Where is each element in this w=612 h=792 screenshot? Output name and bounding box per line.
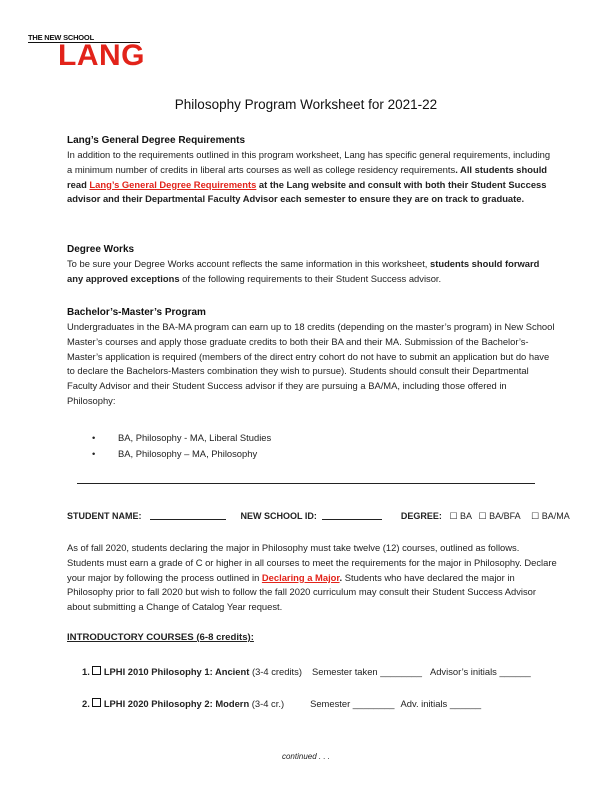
- new-school-id-field[interactable]: [322, 511, 382, 520]
- student-name-label: STUDENT NAME:: [67, 511, 142, 521]
- new-school-id-label: NEW SCHOOL ID:: [240, 511, 317, 521]
- general-requirements-section: [67, 133, 557, 207]
- course-number: 1.: [82, 666, 90, 677]
- general-requirements-link[interactable]: Lang’s General Degree Requirements: [89, 178, 257, 190]
- general-text: [67, 148, 557, 207]
- degree-ba-checkbox[interactable]: ☐ BA: [449, 511, 473, 521]
- course-credits: (3-4 cr.): [249, 698, 285, 709]
- divider: [77, 483, 535, 484]
- degree-works-p2: of the following requirements to their Student Success advisor.: [179, 272, 442, 284]
- course-advisor-initials: Advisor’s initials ______: [429, 666, 531, 677]
- major-link-end: .: [339, 571, 343, 583]
- bama-section: [67, 305, 557, 409]
- student-name-field[interactable]: [150, 511, 226, 520]
- major-text: [67, 541, 557, 615]
- degree-works-bold: students should forward any approved exceptions: [67, 258, 540, 284]
- continued-note: continued . . .: [281, 752, 331, 761]
- degree-label: DEGREE:: [400, 511, 442, 521]
- general-p1-end: .: [455, 163, 458, 175]
- degree-ba-bfa-checkbox[interactable]: ☐ BA/BFA: [478, 511, 521, 521]
- major-p2: Students who have declared the major in Philosophy prior to fall 2020 but wish to follow the fall 2020 curriculum may consult their Student Success Advisor about submitting a Change of Catalog Year request.: [67, 571, 536, 613]
- course-advisor-initials: Adv. initials ______: [400, 698, 482, 709]
- degree-works-section: [67, 242, 557, 287]
- bama-text: Undergraduates in the BA-MA program can earn up to 18 credits (depending on the master’s program) in New School Master’s courses and apply those graduate credits to both their BA and their MA. Submission of the Bachelor’s-Master’s application is required (members of the direct entry cohort do not have to submit an application but do have to declare the Bachelors-Masters combination they wish to pursue). Students should consult their Departmental Faculty Advisor and their Student Success advisor if they are pursuing a BA/MA, including those offered in Philosophy:: [67, 321, 555, 406]
- degree-works-heading: Degree Works: [67, 244, 135, 255]
- intro-courses-heading: INTRODUCTORY COURSES (6-8 credits):: [67, 632, 254, 643]
- course-checkbox[interactable]: [92, 698, 101, 707]
- course-row-2: [82, 698, 481, 709]
- bama-heading: Bachelor’s-Master’s Program: [67, 307, 206, 318]
- list-item: • BA, Philosophy - MA, Liberal Studies: [96, 430, 271, 446]
- course-semester: Semester ________: [310, 698, 395, 709]
- general-p1: In addition to the requirements outlined in this program worksheet, Lang has specific general requirements, including a minimum number of credits in liberal arts courses as well as college residency requirements: [67, 149, 551, 175]
- course-credits: (3-4 credits): [249, 666, 302, 677]
- course-number: 2.: [82, 698, 90, 709]
- course-name: LPHI 2020 Philosophy 2: Modern: [103, 698, 250, 709]
- declaring-major-link[interactable]: Declaring a Major: [261, 571, 340, 583]
- page-title: Philosophy Program Worksheet for 2021-22: [174, 97, 438, 112]
- course-checkbox[interactable]: [92, 666, 101, 675]
- logo-main-text: LANG: [58, 39, 145, 72]
- general-heading: Lang’s General Degree Requirements: [67, 135, 246, 146]
- course-semester: Semester taken ________: [311, 666, 422, 677]
- major-p1: As of fall 2020, students declaring the major in Philosophy must take twelve (12) courses, outlined as follows. Students must earn a grade of C or higher in all courses to meet the requirements for the major in Philosophy. Declare your major by following the process outlined in: [67, 542, 557, 583]
- bama-options-list: [96, 430, 271, 462]
- logo-top-text: THE NEW SCHOOL: [28, 33, 94, 42]
- major-section: [67, 541, 557, 615]
- general-bold-b: at the Lang website and consult with both their Student Success advisor and their Departmental Faculty Advisor each semester to ensure they are on track to graduate.: [67, 178, 547, 205]
- general-bold-a: All students should read: [67, 163, 548, 190]
- course-name: LPHI 2010 Philosophy 1: Ancient: [103, 666, 250, 677]
- student-info-line: [67, 511, 570, 522]
- lang-logo: [28, 33, 162, 72]
- course-row-1: [82, 666, 531, 677]
- degree-ba-ma-checkbox[interactable]: ☐ BA/MA: [531, 511, 570, 521]
- degree-works-text: [67, 257, 557, 287]
- degree-works-p1: To be sure your Degree Works account reflects the same information in this worksheet,: [67, 258, 431, 269]
- list-item: • BA, Philosophy – MA, Philosophy: [96, 446, 271, 462]
